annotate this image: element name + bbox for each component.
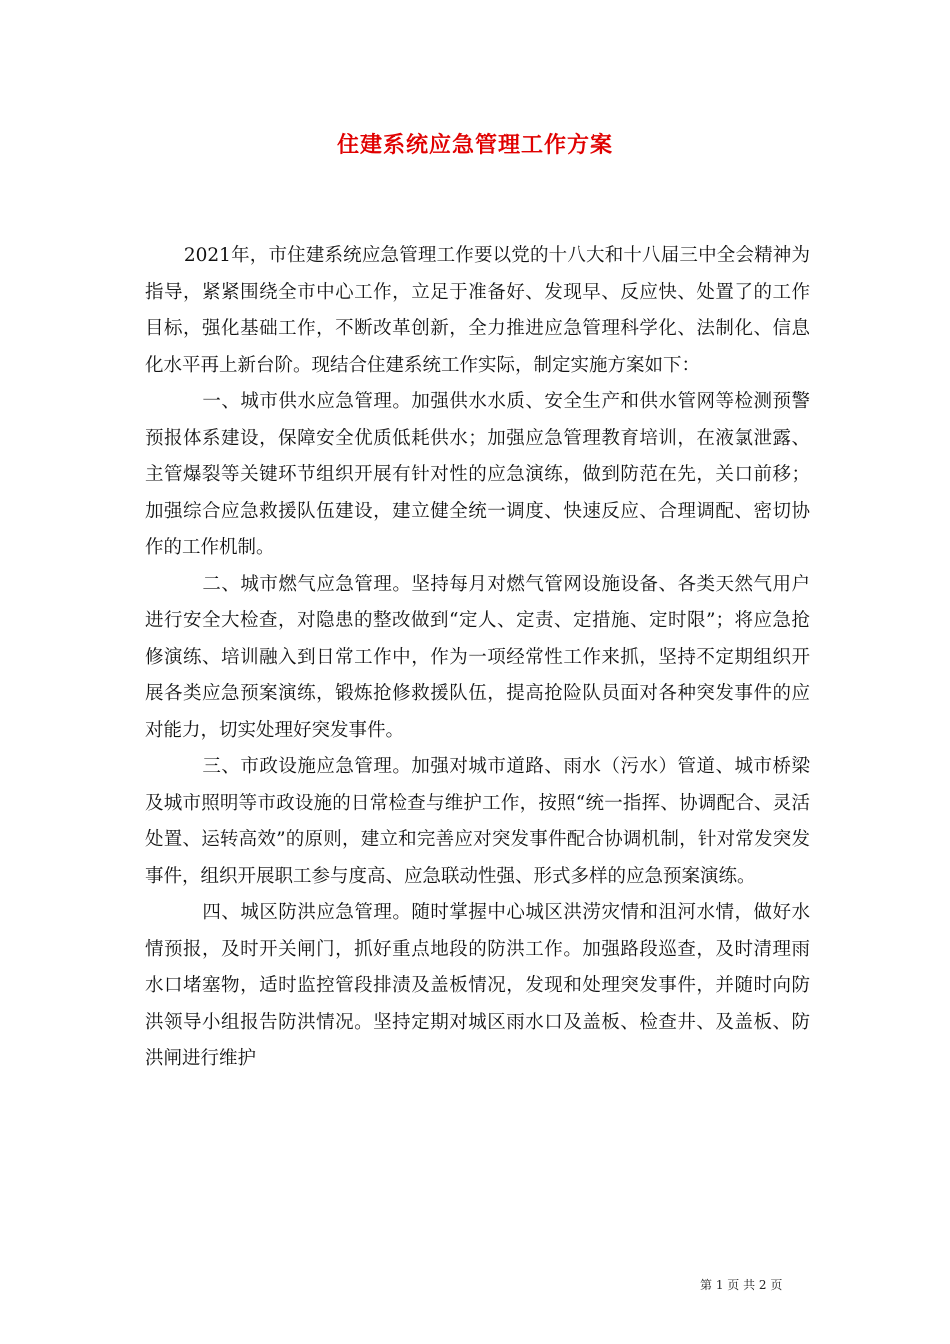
document-title: 住建系统应急管理工作方案	[336, 132, 613, 158]
page-number: 第 1 页 共 2 页	[700, 1278, 783, 1292]
section-4-paragraph: 四、城区防洪应急管理。随时掌握中心城区洪涝灾情和沮河水情，做好水情预报，及时开关闸门，抓好重点地段的防洪工作。加强路段巡查，及时清理雨水口堵塞物，适时监控管段排渍及盖板情况，发现和处理突发事件，并随时向防洪领导小组报告防洪情况。坚持定期对城区雨水口及盖板、检查井、及盖板、防洪闸进行维护	[145, 902, 810, 1069]
section-3-paragraph: 三、市政设施应急管理。加强对城市道路、雨水（污水）管道、城市桥梁及城市照明等市政设施的日常检查与维护工作，按照“统一指挥、协调配合、灵活处置、运转高效”的原则，建立和完善应对突发事件配合协调机制，针对常发突发事件，组织开展职工参与度高、应急联动性强、形式多样的应急预案演练。	[145, 756, 810, 887]
intro-paragraph: 2021年，市住建系统应急管理工作要以党的十八大和十八届三中全会精神为指导，紧紧围绕全市中心工作，立足于准备好、发现早、反应快、处置了的工作目标，强化基础工作，不断改革创新，全力推进应急管理科学化、法制化、信息化水平再上新台阶。现结合住建系统工作实际，制定实施方案如下：	[145, 245, 810, 376]
section-2-paragraph: 二、城市燃气应急管理。坚持每月对燃气管网设施设备、各类天然气用户进行安全大检查，对隐患的整改做到“定人、定责、定措施、定时限”；将应急抢修演练、培训融入到日常工作中，作为一项经常性工作来抓，坚持不定期组织开展各类应急预案演练，锻炼抢修救援队伍，提高抢险队员面对各种突发事件的应对能力，切实处理好突发事件。	[145, 573, 810, 741]
section-1-paragraph: 一、城市供水应急管理。加强供水水质、安全生产和供水管网等检测预警预报体系建设，保障安全优质低耗供水；加强应急管理教育培训，在液氯泄露、主管爆裂等关键环节组织开展有针对性的应急演练，做到防范在先，关口前移；加强综合应急救援队伍建设，建立健全统一调度、快速反应、合理调配、密切协作的工作机制。	[145, 391, 810, 558]
document-body	[145, 238, 810, 1078]
